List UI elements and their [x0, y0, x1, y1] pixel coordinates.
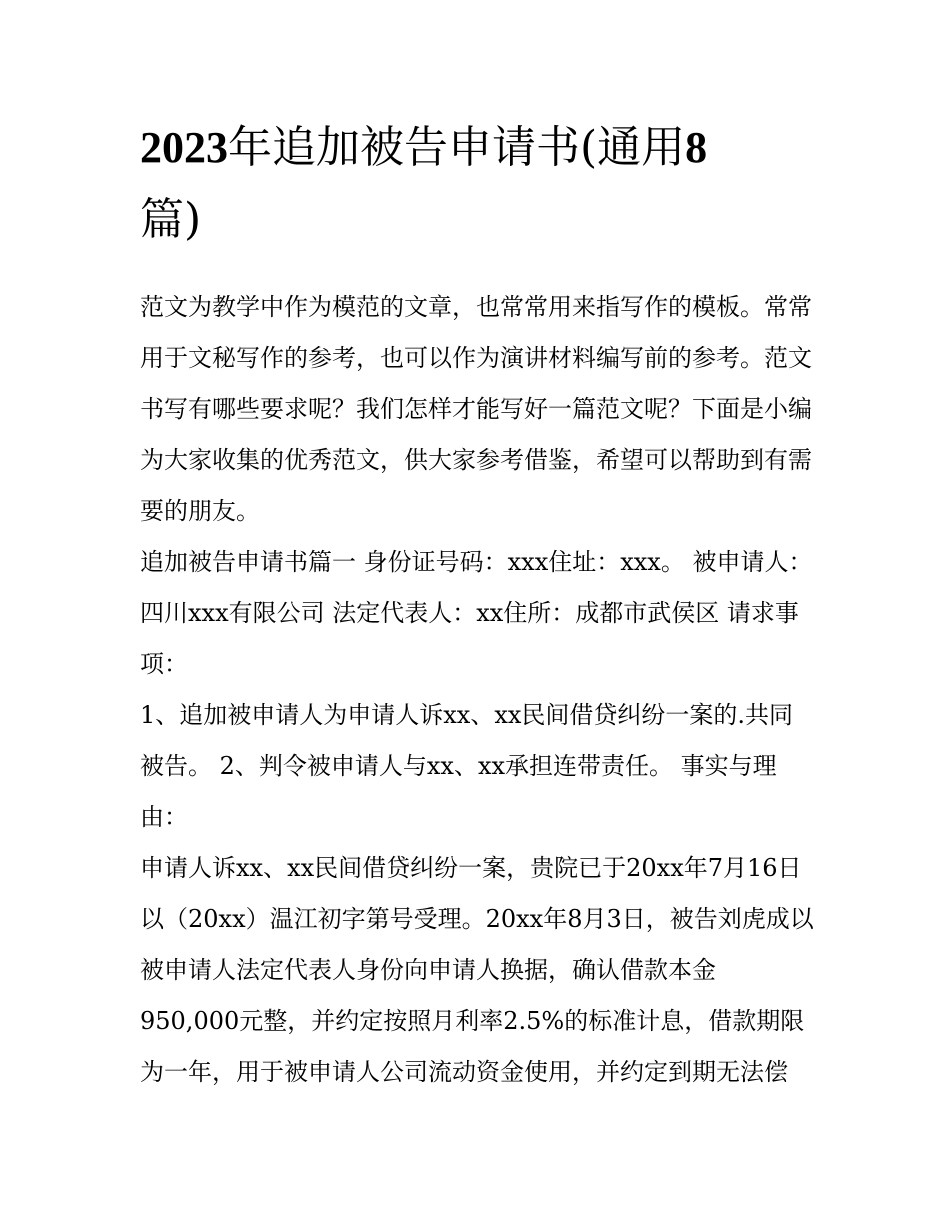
document-title [140, 112, 820, 256]
title-text: 年追加被告申请书(通用 [228, 122, 686, 173]
paragraph-applicant-info: 追加被告申请书篇一 身份证号码：xxx住址：xxx。 被申请人：四川xxx有限公司 法定代表人：xx住所：成都市武侯区 请求事项： [140, 548, 813, 678]
paragraph-intro: 范文为教学中作为模范的文章，也常常用来指写作的模板。常常用于文秘写作的参考，也可以作为演讲材料编写前的参考。范文书写有哪些要求呢？我们怎样才能写好一篇范文呢？下面是小编为大家收集的优秀范文，供大家参考借鉴，希望可以帮助到有需要的朋友。 [140, 293, 812, 525]
title-end: 篇) [140, 194, 202, 245]
title-year: 2023 [140, 123, 228, 172]
paragraph-facts: 申请人诉xx、xx民间借贷纠纷一案，贵院已于20xx年7月16日以（20xx）温江初字第号受理。20xx年8月3日，被告刘虎成以被申请人法定代表人身份向申请人换据，确认借款本金950,000元整，并约定按照月利率2.5%的标准计息，借款期限为一年，用于被申请人公司流动资金使用，并约定到期无法偿 [140, 854, 814, 1086]
paragraph-requests: 1、追加被申请人为申请人诉xx、xx民间借贷纠纷一案的.共同被告。 2、判令被申请人与xx、xx承担连带责任。 事实与理由： [140, 701, 794, 831]
document-body [140, 282, 815, 1098]
title-count: 8 [685, 123, 708, 172]
